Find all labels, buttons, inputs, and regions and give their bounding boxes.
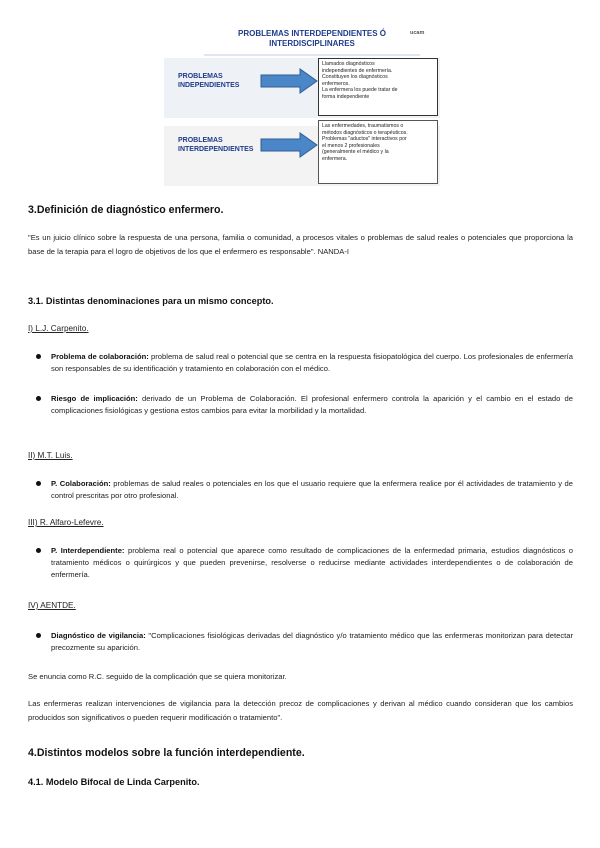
bullet-icon <box>36 481 41 486</box>
figure-box-line: el menos 2 profesionales <box>322 142 380 149</box>
figure-box-line: enfermera. <box>322 155 348 162</box>
figure-box-line: Las enfermedades, traumatismos o <box>322 123 404 129</box>
list-item <box>34 351 573 375</box>
figure-box-line: métodos diagnósticos o terapéuticos. <box>322 129 408 136</box>
nanda-definition-quote: "Es un juicio clínico sobre la respuesta de una persona, familia o comunidad, a procesos vitales o problemas de salud reales o potenciales que proporciona la base de la terapia para el logro de objetivos de los que el enfermero es responsable". NANDA-I <box>28 233 573 256</box>
author-heading-mt-luis: II) M.T. Luis. <box>28 451 73 460</box>
term-definition: problema de salud real o potencial que se centra en la respuesta fisiopatológica del cuerpo. Los profesionales de enfermería son responsables de su identificación y tratamiento en colaboración con el médico. <box>51 352 574 374</box>
list-item <box>34 393 573 417</box>
bullet-icon <box>36 354 41 359</box>
interdependent-problems-figure <box>164 22 440 188</box>
term-label: P. Interdependiente: <box>51 546 125 555</box>
figure-row-independent <box>164 58 440 118</box>
figure-description-box <box>318 58 438 116</box>
term-definition: derivado de un Problema de Colaboración. El profesional enfermero controla la aparición y el cambio en el estado de complicaciones fisiológicas y gestiona estos cambios para evitar la morbilidad y la mortalidad. <box>51 394 573 416</box>
bullet-icon <box>36 396 41 401</box>
bullet-icon <box>36 548 41 553</box>
figure-title: PROBLEMAS INTERDEPENDIENTES Ó INTERDISCIPLINARES <box>204 26 420 56</box>
figure-box-line: independientes de enfermería. <box>322 67 393 74</box>
author-heading-carpenito: I) L.J. Carpenito. <box>28 324 89 333</box>
figure-box-line: Llamados diagnósticos <box>322 61 375 67</box>
figure-box-line: Constituyen los diagnósticos <box>322 74 388 81</box>
paragraph-rc-notation: Se enuncia como R.C. seguido de la complicación que se quiera monitorizar. <box>28 672 287 681</box>
figure-row-label: PROBLEMAS INTERDEPENDIENTES <box>178 137 254 153</box>
figure-description-box <box>318 120 438 184</box>
list-item <box>34 630 573 654</box>
list-item <box>34 545 573 582</box>
author-heading-aentde: IV) AENTDE. <box>28 601 76 610</box>
section-3-heading: 3.Definición de diagnóstico enfermero. <box>28 204 224 216</box>
term-label: P. Colaboración: <box>51 479 111 488</box>
term-definition: problema real o potencial que aparece como resultado de complicaciones de la enfermedad primaria, estudios diagnósticos o tratamiento médicos o quirúrgicos y que pueden prevenirse, resolverse o reducirse mediante actividades interdependientes o de colaboración de enfermería. <box>51 546 574 580</box>
author-heading-alfaro-lefevre: III) R. Alfaro-Lefevre. <box>28 518 104 527</box>
term-label: Diagnóstico de vigilancia: <box>51 631 146 640</box>
figure-box-line: (generalmente el médico y la <box>322 149 389 156</box>
figure-box-line: Problemas "aductos" interactivos por <box>322 136 407 143</box>
figure-box-line: forma independiente <box>322 93 370 100</box>
section-3-1-heading: 3.1. Distintas denominaciones para un mismo concepto. <box>28 296 274 306</box>
figure-row-label: PROBLEMAS INDEPENDIENTES <box>178 73 240 89</box>
right-arrow-icon <box>260 68 318 94</box>
term-definition: "Complicaciones fisiológicas derivadas del diagnóstico y/o tratamiento médico que las enfermeras monitorizan para detectar precozmente su aparición. <box>51 631 573 653</box>
right-arrow-icon <box>260 132 318 158</box>
section-4-heading: 4.Distintos modelos sobre la función interdependiente. <box>28 747 305 759</box>
figure-box-line: enfermeros. <box>322 80 350 87</box>
figure-row-interdependent <box>164 123 440 186</box>
term-label: Riesgo de implicación: <box>51 394 138 403</box>
term-definition: problemas de salud reales o potenciales en los que el usuario requiere que la enfermera realice por él actividades de tratamiento y de control prescritas por otro profesional. <box>51 479 573 501</box>
bullet-icon <box>36 633 41 638</box>
list-item <box>34 478 573 502</box>
paragraph-vigilance-interventions: Las enfermeras realizan intervenciones de vigilancia para la detección precoz de complicaciones y derivan al médico cuando consideran que los cambios producidos son significativos o pueden requerir modificación o tratamiento". <box>28 699 573 722</box>
term-label: Problema de colaboración: <box>51 352 149 361</box>
figure-box-line: La enfermera los puede tratar de <box>322 87 398 94</box>
figure-corner-logo-text: ucam <box>410 30 425 36</box>
section-4-1-heading: 4.1. Modelo Bifocal de Linda Carpenito. <box>28 777 200 787</box>
